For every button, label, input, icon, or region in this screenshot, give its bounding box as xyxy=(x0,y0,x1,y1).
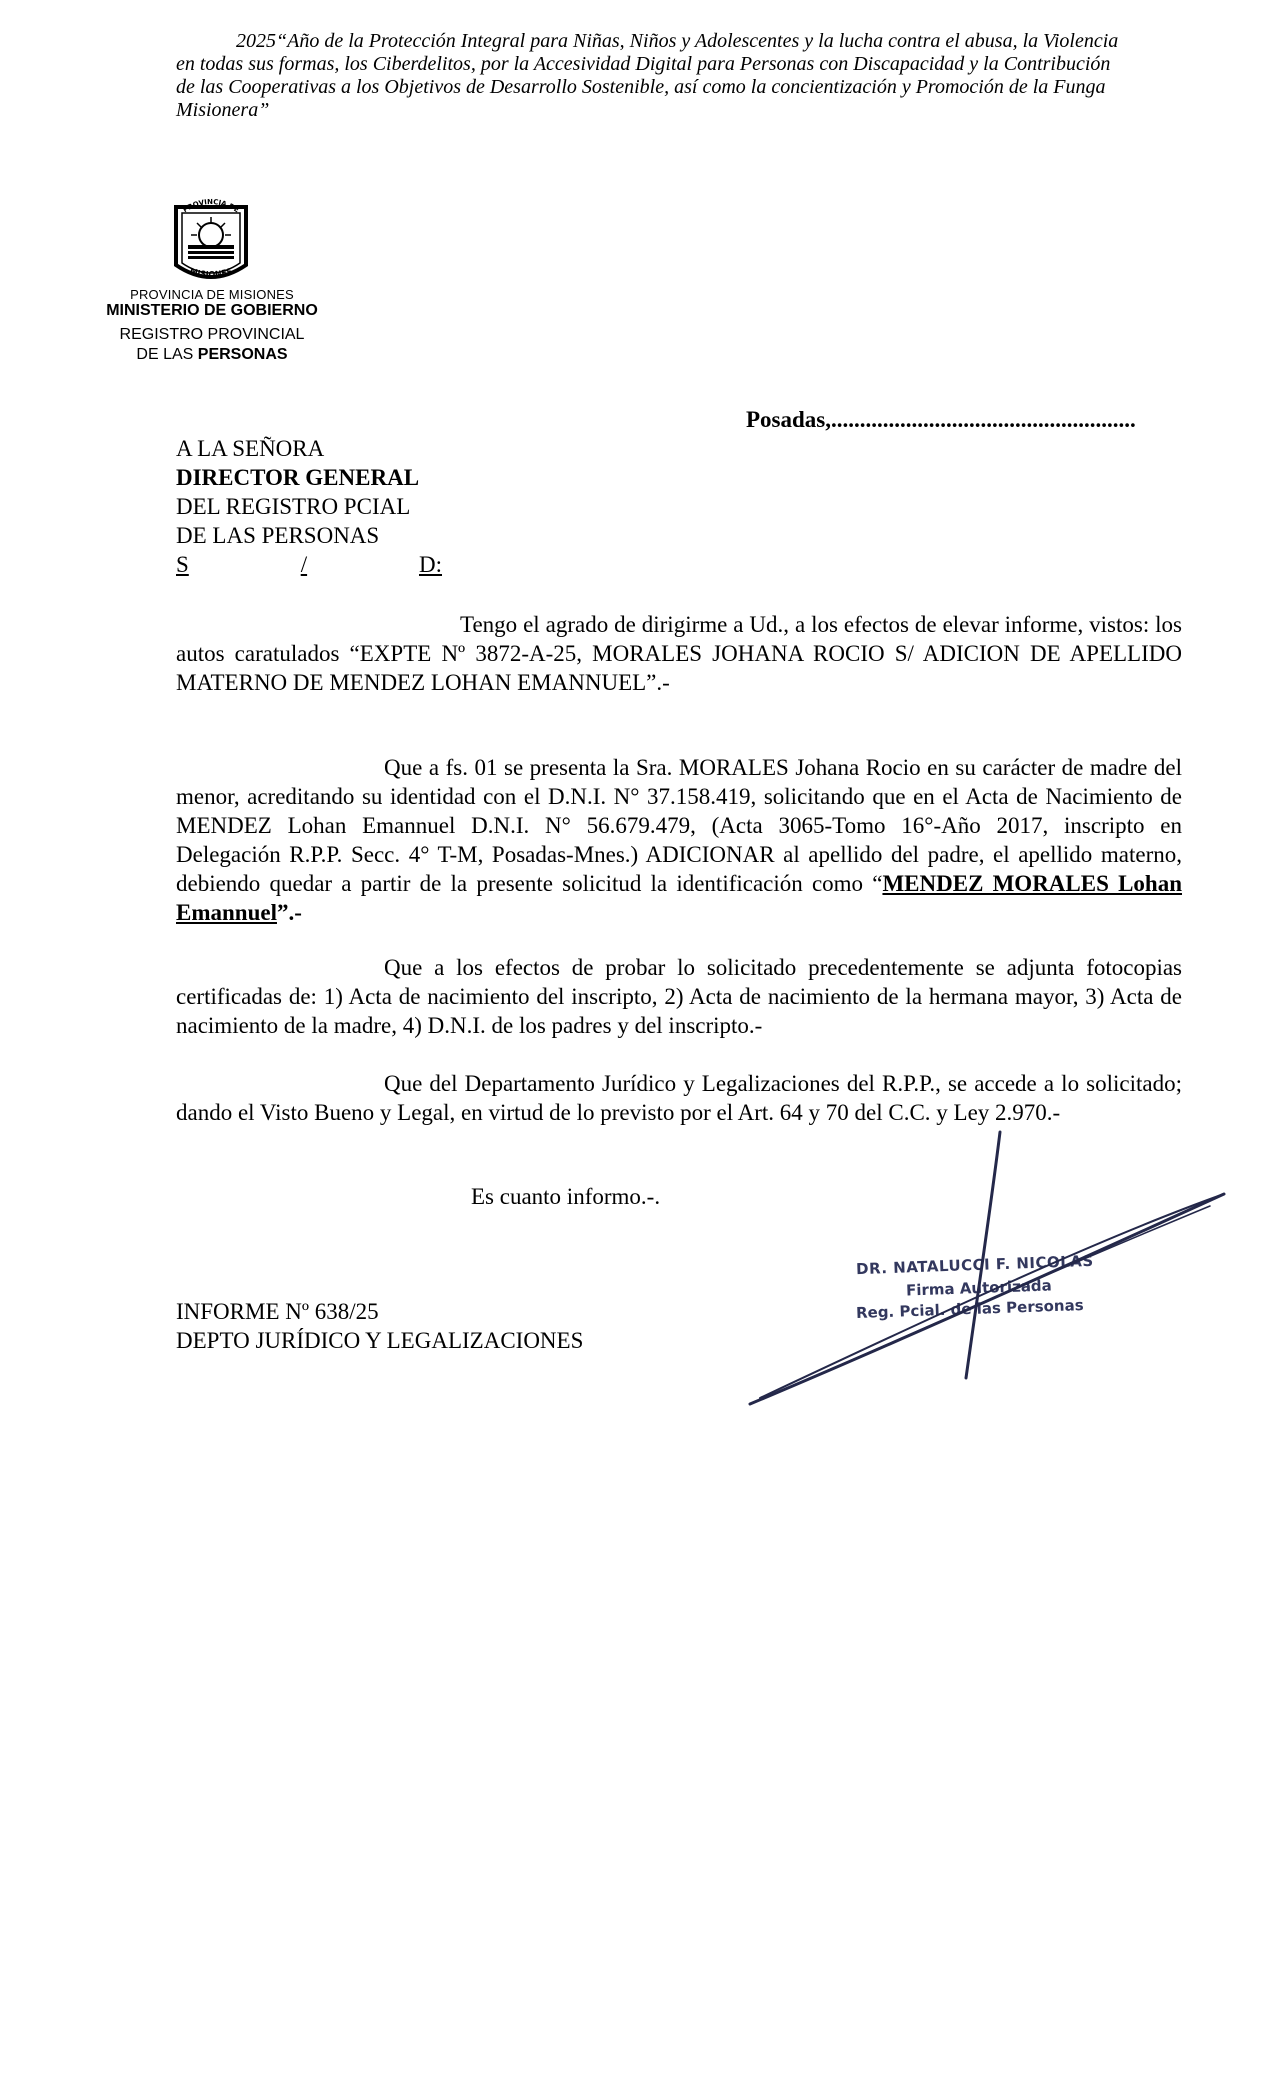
sd-s: S xyxy=(176,552,189,577)
paragraph-2-end: ”.- xyxy=(276,900,302,925)
paragraph-4: Que del Departamento Jurídico y Legalizaciones del R.P.P., se accede a lo solicitado; dando el Visto Bueno y Legal, en virtud de lo previsto por el Art. 64 y 70 del C.C. y Ley 2.970.- xyxy=(176,1071,1182,1125)
paragraph-2 xyxy=(176,753,1182,927)
paragraph-2-text: Que a fs. 01 se presenta la Sra. MORALES Johana Rocio en su carácter de madre del menor, acreditando su identidad con el D.N.I. N° 37.158.419, solicitando que en el Acta de Nacimiento de MENDEZ Lohan Emannuel D.N.I. N° 56.679.479, (Acta 3065-Tomo 16°-Año 2017, inscripto en Delegación R.P.P. Secc. 4° T-M, Posadas-Mnes.) ADICIONAR al apellido del padre, el apellido materno, debiendo quedar a partir de la presente solicitud la identificación como “ xyxy=(176,755,1182,896)
motto-line-1: 2025“Año de la Protección Integral para Niñas, Niños y Adolescentes y la lucha contra el abusa, la Violencia xyxy=(236,30,1119,52)
addressee-line-3: DEL REGISTRO PCIAL xyxy=(176,494,411,519)
addressee-line-4: DE LAS PERSONAS xyxy=(176,523,380,548)
addressee-line-2: DIRECTOR GENERAL xyxy=(176,465,420,490)
stamp-line-2: Firma Autorizada xyxy=(905,1276,1053,1300)
seal-text-bottom: MISIONES xyxy=(188,266,234,280)
new-identification-name: MENDEZ MORALES Lohan Emannuel xyxy=(176,871,1182,925)
closing-line: Es cuanto informo.-. xyxy=(471,1184,661,1209)
logo-ministry: MINISTERIO DE GOBIERNO xyxy=(106,302,318,319)
logo-persons-prefix: DE LAS xyxy=(136,346,194,363)
sd-line xyxy=(176,550,442,579)
addressee-line-1: A LA SEÑORA xyxy=(176,436,325,461)
motto-line-4: Misionera” xyxy=(176,99,270,121)
logo-persons-bold: PERSONAS xyxy=(197,346,288,363)
logo-persons xyxy=(96,346,328,364)
provincial-seal-logo xyxy=(166,193,256,281)
place-date: Posadas,..................................................... xyxy=(746,407,1136,432)
report-number: INFORME Nº 638/25 xyxy=(176,1299,379,1324)
paragraph-1: Tengo el agrado de dirigirme a Ud., a los efectos de elevar informe, vistos: los autos caratulados “EXPTE Nº 3872-A-25, MORALES JOHANA ROCIO S/ ADICION DE APELLIDO MATERNO DE MENDEZ LOHAN EMANNUEL”.- xyxy=(176,612,1182,695)
stamp-line-3: Reg. Pcial. de las Personas xyxy=(855,1296,1084,1322)
sd-d: D: xyxy=(419,552,442,577)
sd-slash: / xyxy=(300,552,308,577)
department: DEPTO JURÍDICO Y LEGALIZACIONES xyxy=(176,1328,584,1353)
addressee-block xyxy=(176,434,442,579)
seal-text-top: PROVINCIA DE xyxy=(181,197,241,215)
motto-line-3: de las Cooperativas a los Objetivos de Desarrollo Sostenible, así como la concientización y Promoción de la Funga xyxy=(176,76,1106,98)
paragraph-3: Que a los efectos de probar lo solicitado precedentemente se adjunta fotocopias certificadas de: 1) Acta de nacimiento del inscripto, 2) Acta de nacimiento de la hermana mayor, 3) Acta de nacimiento de la madre, 4) D.N.I. de los padres y del inscripto.- xyxy=(176,955,1182,1038)
motto-line-2: en todas sus formas, los Ciberdelitos, por la Accesividad Digital para Personas con Discapacidad y la Contribución xyxy=(176,53,1111,75)
report-info xyxy=(176,1297,583,1355)
handwritten-signature xyxy=(740,1128,1230,1408)
stamp-line-1: DR. NATALUCCI F. NICOLAS xyxy=(855,1251,1094,1279)
logo-registry: REGISTRO PROVINCIAL xyxy=(119,326,305,343)
logo-province: PROVINCIA DE MISIONES xyxy=(130,287,294,302)
header-motto xyxy=(176,30,1176,122)
